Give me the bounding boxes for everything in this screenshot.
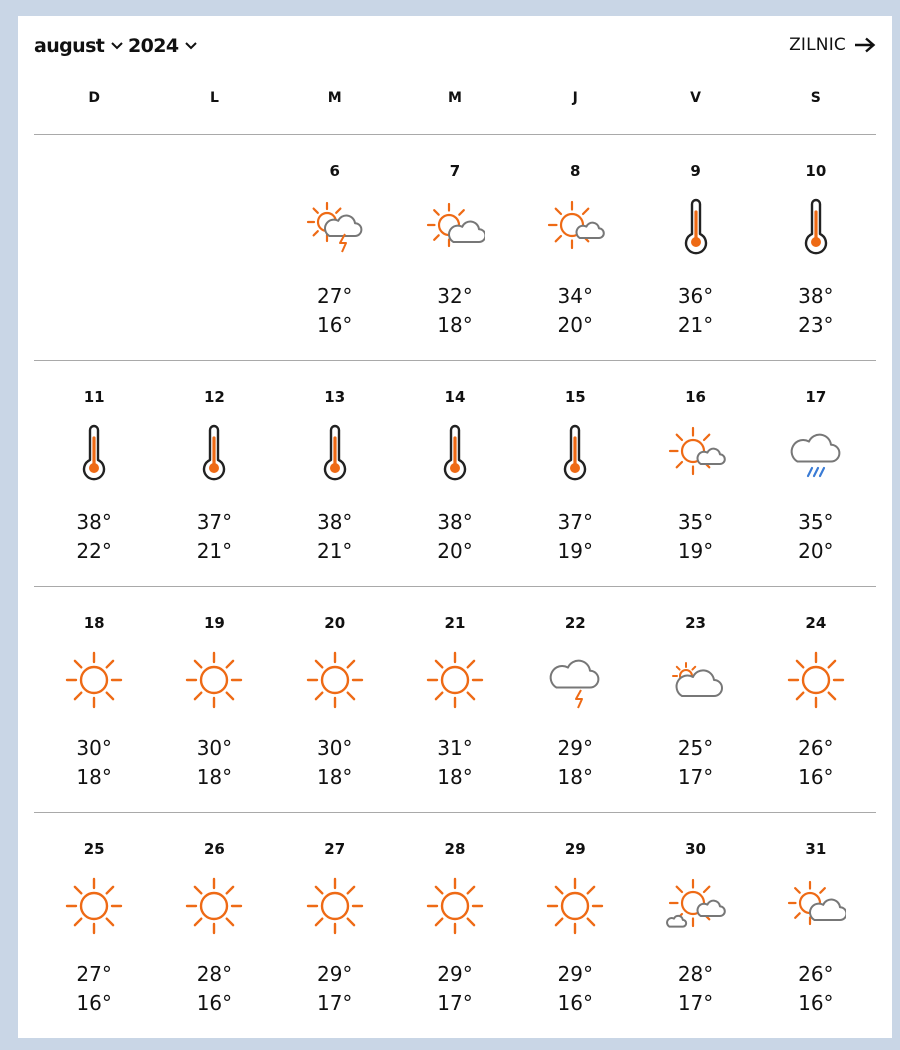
day-cell[interactable] [395,136,515,362]
day-number: 29 [564,840,586,858]
min-temperature: 18° [437,313,473,337]
empty-day-cell [154,136,274,362]
day-number: 13 [324,388,346,406]
year-label: 2024 [128,35,179,57]
calendar-grid [34,136,876,1040]
day-cell[interactable] [756,136,876,362]
week-row [34,814,876,1040]
day-number: 21 [444,614,466,632]
min-temperature: 17° [316,991,353,1015]
day-cell[interactable] [756,588,876,814]
sun-cloud-icon [425,198,485,258]
weekday-label: L [209,90,219,106]
min-temperature: 16° [557,991,593,1015]
cloud-small-sun-icon [666,650,726,710]
max-temperature: 27° [76,962,112,986]
thermometer-icon [545,424,605,484]
day-number: 28 [444,840,466,858]
daily-view-link[interactable] [789,35,876,55]
day-number: 9 [690,162,701,180]
thermometer-icon [666,198,726,258]
weekday-label: V [690,90,701,106]
day-number: 26 [203,840,225,858]
day-cell[interactable] [275,814,395,1040]
weekday-label: D [88,90,100,106]
day-cell[interactable] [635,814,755,1040]
day-cell[interactable] [154,588,274,814]
sun-small-cloud-icon [545,198,605,258]
day-number: 22 [564,614,586,632]
thermometer-icon [305,424,365,484]
day-cell[interactable] [515,814,635,1040]
day-number: 27 [324,840,346,858]
day-number: 11 [83,388,105,406]
sun-icon [64,650,124,710]
day-number: 17 [805,388,827,406]
day-number: 7 [449,162,461,180]
sun-icon [305,876,365,936]
week-row [34,362,876,588]
min-temperature: 16° [798,991,834,1015]
max-temperature: 28° [677,962,714,986]
month-dropdown[interactable] [34,35,124,57]
min-temperature: 21° [316,539,353,563]
max-temperature: 30° [196,736,233,760]
min-temperature: 16° [798,765,834,789]
max-temperature: 38° [316,510,353,534]
sun-small-cloud-icon [666,424,726,484]
week-row [34,136,876,362]
day-number: 20 [324,614,346,632]
min-temperature: 17° [437,991,473,1015]
min-temperature: 21° [196,539,233,563]
max-temperature: 37° [196,510,233,534]
sun-icon [305,650,365,710]
max-temperature: 26° [798,962,834,986]
day-number: 12 [203,388,225,406]
sun-icon [425,876,485,936]
day-cell[interactable] [395,362,515,588]
divider [34,134,876,135]
sun-cloud-icon [786,876,846,936]
max-temperature: 30° [316,736,353,760]
day-cell[interactable] [34,814,154,1040]
max-temperature: 37° [557,510,593,534]
sun-icon [425,650,485,710]
day-cell[interactable] [275,362,395,588]
weekday-label: M [327,90,342,106]
max-temperature: 29° [557,736,593,760]
min-temperature: 19° [677,539,714,563]
empty-day-cell [34,136,154,362]
max-temperature: 25° [677,736,714,760]
max-temperature: 29° [437,962,473,986]
sun-icon [786,650,846,710]
day-number: 25 [83,840,105,858]
day-number: 19 [203,614,225,632]
max-temperature: 26° [798,736,834,760]
day-number: 14 [444,388,466,406]
max-temperature: 38° [798,284,834,308]
daily-link-label: ZILNIC [789,35,846,55]
weekday-label: J [572,90,578,106]
day-number: 30 [685,840,706,858]
min-temperature: 18° [196,765,233,789]
min-temperature: 20° [557,313,593,337]
weekday-label: S [810,90,821,106]
day-cell[interactable] [275,136,395,362]
max-temperature: 36° [677,284,714,308]
day-cell[interactable] [635,362,755,588]
thermometer-icon [786,198,846,258]
sun-icon [184,876,244,936]
cloud-storm-icon [545,650,605,710]
max-temperature: 30° [76,736,112,760]
day-cell[interactable] [635,136,755,362]
max-temperature: 28° [196,962,233,986]
day-cell[interactable] [34,588,154,814]
day-number: 31 [805,840,827,858]
day-cell[interactable] [635,588,755,814]
max-temperature: 29° [316,962,353,986]
max-temperature: 35° [677,510,714,534]
min-temperature: 18° [76,765,112,789]
day-cell[interactable] [515,362,635,588]
year-dropdown[interactable] [128,35,198,57]
day-number: 6 [329,162,340,180]
min-temperature: 22° [76,539,112,563]
day-number: 16 [685,388,706,406]
max-temperature: 38° [437,510,473,534]
day-cell[interactable] [756,814,876,1040]
cloud-rain-icon [786,424,846,484]
max-temperature: 38° [76,510,112,534]
day-cell[interactable] [515,588,635,814]
weekday-label: M [448,90,462,106]
min-temperature: 18° [316,765,353,789]
day-cell[interactable] [395,814,515,1040]
sun-icon [64,876,124,936]
day-cell[interactable] [34,362,154,588]
day-cell[interactable] [154,362,274,588]
day-number: 23 [685,614,706,632]
day-cell[interactable] [395,588,515,814]
sun-two-clouds-icon [666,876,726,936]
sun-cloud-storm-icon [305,198,365,258]
max-temperature: 29° [557,962,593,986]
month-label: august [34,35,105,57]
min-temperature: 18° [437,765,473,789]
min-temperature: 17° [677,991,714,1015]
max-temperature: 34° [557,284,593,308]
day-cell[interactable] [515,136,635,362]
thermometer-icon [184,424,244,484]
min-temperature: 16° [196,991,233,1015]
day-number: 18 [83,614,105,632]
min-temperature: 17° [677,765,714,789]
min-temperature: 20° [437,539,473,563]
min-temperature: 16° [76,991,112,1015]
max-temperature: 32° [437,284,473,308]
min-temperature: 23° [798,313,834,337]
day-cell[interactable] [154,814,274,1040]
thermometer-icon [64,424,124,484]
sun-icon [545,876,605,936]
day-number: 15 [564,388,586,406]
thermometer-icon [425,424,485,484]
min-temperature: 18° [557,765,593,789]
max-temperature: 35° [798,510,834,534]
min-temperature: 16° [316,313,353,337]
day-number: 10 [805,162,827,180]
calendar-header [18,16,892,76]
sun-icon [184,650,244,710]
min-temperature: 20° [798,539,834,563]
min-temperature: 21° [677,313,714,337]
weekday-header-row [34,90,876,106]
week-row [34,588,876,814]
day-cell[interactable] [275,588,395,814]
max-temperature: 27° [316,284,353,308]
day-number: 24 [805,614,827,632]
min-temperature: 19° [557,539,593,563]
calendar-panel [18,16,892,1038]
max-temperature: 31° [437,736,473,760]
arrow-right-icon [854,37,876,53]
day-number: 8 [570,162,581,180]
day-cell[interactable] [756,362,876,588]
chevron-down-icon [184,41,198,51]
chevron-down-icon [110,41,124,51]
